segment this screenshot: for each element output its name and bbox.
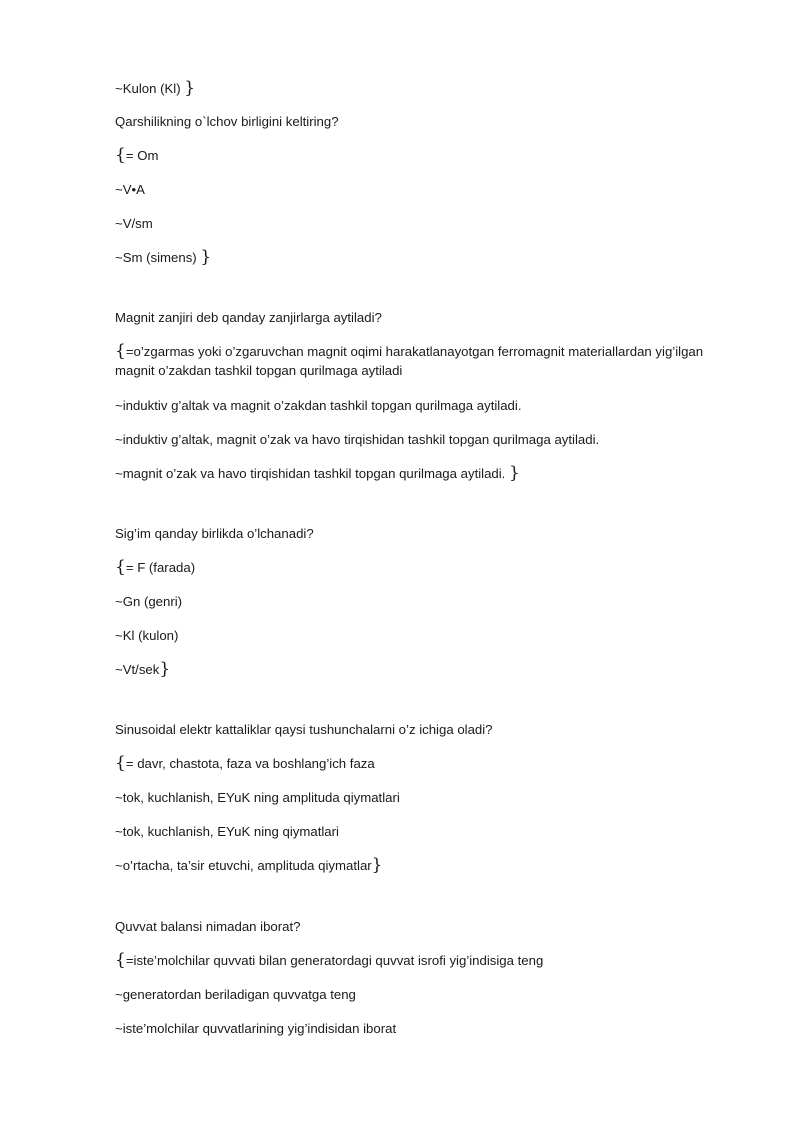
answer-text: = davr, chastota, faza va boshlang’ich faza (125, 756, 375, 771)
opening-brace: { (115, 753, 126, 773)
closing-brace: } (200, 247, 212, 267)
closing-brace: } (509, 463, 520, 483)
answer-line (115, 464, 735, 483)
closing-brace: } (159, 659, 171, 679)
closing-brace: } (371, 855, 383, 875)
answer-line: ~Kl (kulon) (115, 628, 179, 643)
question-text: Magnit zanjiri deb qanday zanjirlarga aytiladi? (115, 310, 382, 325)
correct-answer-line (115, 754, 735, 773)
answer-line: ~generatordan beriladigan quvvatga teng (115, 987, 356, 1002)
answer-line: ~tok, kuchlanish, EYuK ning qiymatlari (115, 824, 339, 839)
correct-answer-line (115, 146, 735, 165)
opening-brace: { (115, 145, 126, 165)
answer-line (115, 248, 735, 267)
question-text: Sig’im qanday birlikda o’lchanadi? (115, 526, 314, 541)
answer-text: =iste’molchilar quvvati bilan generatordagi quvvat isrofi yig’indisiga teng (125, 953, 544, 968)
answer-line: ~induktiv g’altak, magnit o’zak va havo tirqishidan tashkil topgan qurilmaga aytiladi. (115, 432, 600, 447)
answer-line: ~iste’molchilar quvvatlarining yig’indisidan iborat (115, 1021, 397, 1036)
question-text: Qarshilikning o`lchov birligini keltiring? (115, 114, 339, 129)
answer-line: ~V•A (115, 182, 145, 197)
answer-text: = Om (125, 148, 159, 163)
answer-line: ~tok, kuchlanish, EYuK ning amplituda qiymatlari (115, 790, 400, 805)
answer-text: =o’zgarmas yoki o’zgaruvchan magnit oqimi harakatlanayotgan ferromagnit materiallardan yig’ilgan magnit o’zakdan tashkil topgan qurilmaga aytiladi (115, 344, 704, 378)
answer-text: ~Kulon (Kl) (115, 81, 185, 96)
closing-brace: } (184, 78, 196, 98)
opening-brace: { (115, 341, 126, 361)
opening-brace: { (115, 557, 126, 577)
answer-line (115, 660, 735, 679)
correct-answer-line (115, 558, 735, 577)
question-text: Quvvat balansi nimadan iborat? (115, 919, 301, 934)
correct-answer-line (115, 342, 735, 380)
answer-text: ~Vt/sek (115, 662, 160, 677)
answer-text: = F (farada) (125, 560, 196, 575)
answer-line (115, 79, 735, 98)
opening-brace: { (115, 950, 126, 970)
answer-text: ~o’rtacha, ta’sir etuvchi, amplituda qiymatlar (115, 858, 372, 873)
answer-text: ~magnit o’zak va havo tirqishidan tashkil topgan qurilmaga aytiladi. (115, 466, 510, 481)
answer-text: ~Sm (simens) (115, 250, 201, 265)
answer-line (115, 856, 735, 875)
answer-line: ~induktiv g’altak va magnit o’zakdan tashkil topgan qurilmaga aytiladi. (115, 398, 522, 413)
question-text: Sinusoidal elektr kattaliklar qaysi tushunchalarni o’z ichiga oladi? (115, 722, 493, 737)
correct-answer-line (115, 951, 735, 970)
answer-line: ~Gn (genri) (115, 594, 183, 609)
answer-line: ~V/sm (115, 216, 153, 231)
